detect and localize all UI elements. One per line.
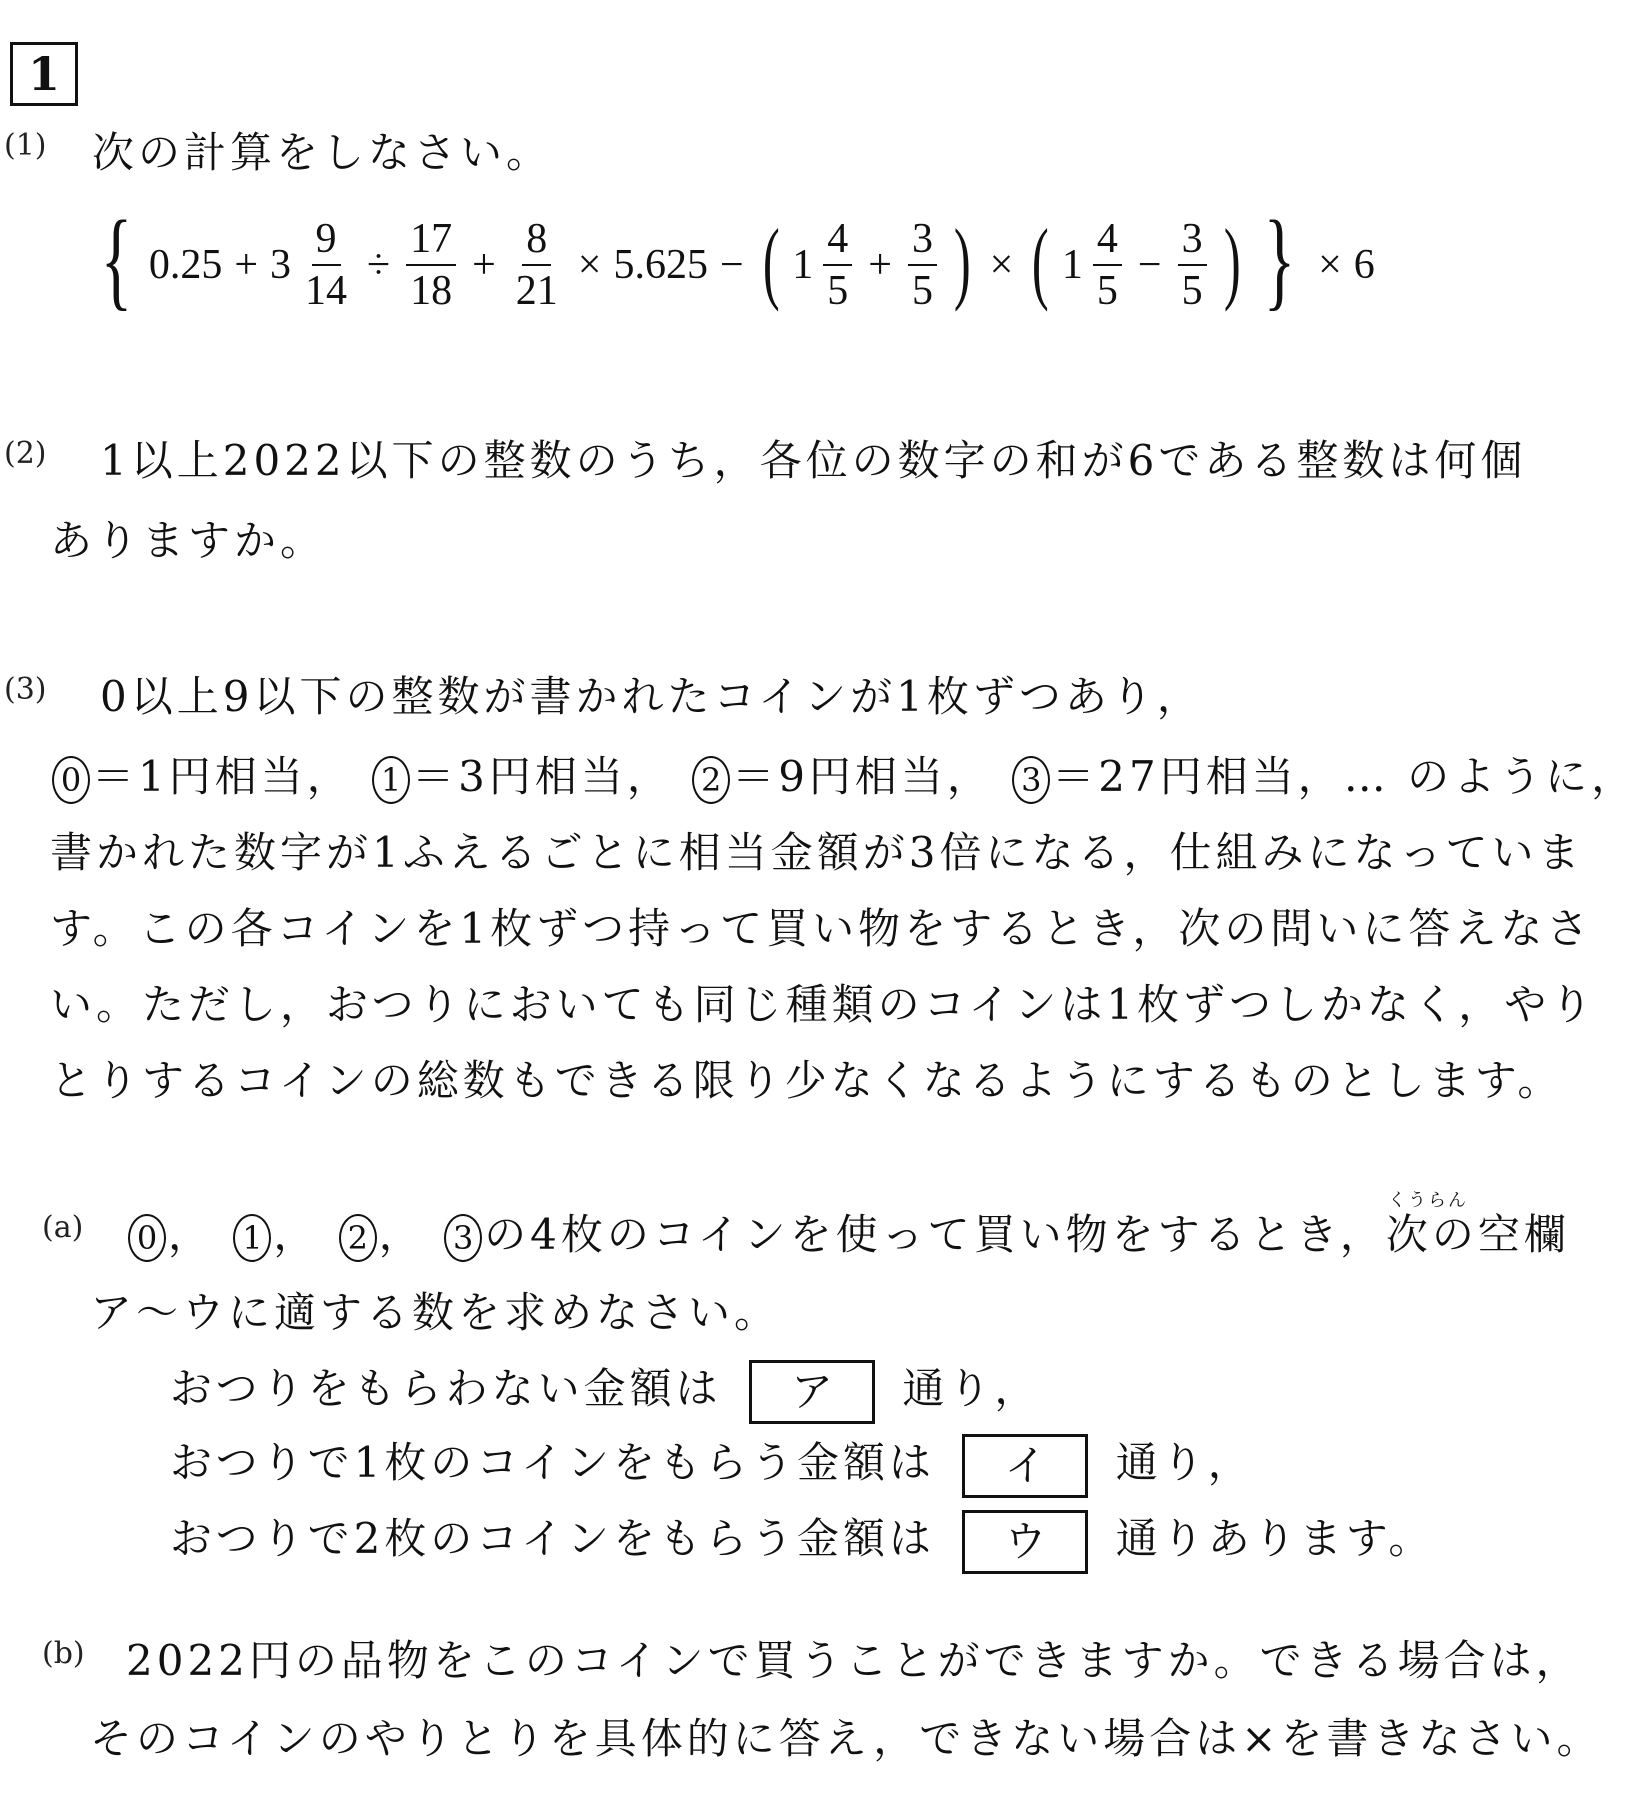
problem-number: 1 [27,47,60,101]
q2-line1: 1以上2022以下の整数のうち，各位の数字の和が6である整数は何個 [100,436,1527,485]
q1-text: 次の計算をしなさい。 [92,128,553,177]
term-decimal: 5.625 [613,242,708,288]
q3-line1: 0以上9以下の整数が書かれたコインが1枚ずつあり， [100,672,1203,721]
fraction-3 [512,214,562,316]
q3-label: (3) [4,672,47,707]
fraction-1 [301,214,351,316]
coin-2-icon: 2 [339,1214,377,1262]
fraction-5-den: 5 [911,268,933,314]
fraction-2 [406,214,456,316]
q1-formula [90,198,1375,320]
q2-line2: ありますか。 [50,516,327,565]
coin-0-icon: 0 [128,1214,166,1262]
coin-2-icon: 2 [692,756,730,804]
whole-3: 1 [1061,242,1083,288]
left-paren-1: ( [762,210,780,312]
q3-eq2: ＝3円相当， [412,752,673,801]
op-minus-2: − [1137,242,1162,288]
whole-1: 3 [270,242,291,288]
fraction-1-num: 9 [312,214,341,266]
fraction-3-den: 21 [515,268,558,314]
term-six: 6 [1353,242,1375,288]
q3a-row-u-post: 通りあります。 [1115,1514,1435,1563]
left-paren-2: ( [1032,210,1050,312]
coin-3-icon: 3 [1012,756,1050,804]
op-minus: − [719,242,744,288]
term-a: 0.25 [148,242,223,288]
fraction-4 [823,214,852,316]
answer-box-i: イ [962,1434,1088,1498]
right-brace: } [1263,198,1296,320]
q3-line5: い。ただし，おつりにおいても同じ種類のコインは1枚ずつしかなく，やり [50,980,1597,1029]
q3a-row-i-pre: おつりで1枚のコインをもらう金額は [170,1438,936,1487]
whole-2: 1 [792,242,814,288]
coin-1-icon: 1 [372,756,410,804]
q3a-row-i [170,1430,1254,1498]
q3a-row-u [170,1506,1434,1574]
q3-line4: す。この各コインを1枚ずつ持って買い物をするとき，次の問いに答えなさ [50,904,1593,953]
right-paren-1: ) [953,210,971,312]
fraction-7-num: 3 [1178,214,1207,266]
q3a-row-a-post: 通り， [902,1364,1041,1413]
left-brace: { [100,198,133,320]
answer-box-u: ウ [962,1510,1088,1574]
fraction-4-num: 4 [823,214,852,266]
sep: ， [168,1210,215,1259]
fraction-7-den: 5 [1181,268,1203,314]
answer-box-a: ア [749,1360,875,1424]
q3b-line1: 2022円の品物をこのコインで買うことができますか。できる場合は， [126,1636,1582,1685]
fraction-6 [1093,214,1122,316]
op-plus-2: + [472,242,496,288]
fraction-1-den: 14 [305,268,347,314]
fraction-6-den: 5 [1096,268,1118,314]
op-times-3: × [1318,242,1342,288]
fraction-3-num: 8 [522,214,551,266]
q3a-ruby: くうらん [1388,1190,1468,1211]
q3-eq1: ＝1円相当， [92,752,353,801]
q3a-row-u-pre: おつりで2枚のコインをもらう金額は [170,1514,936,1563]
q3-coin-line [50,744,1637,804]
q3-eq3: ＝9円相当， [732,752,993,801]
q3a-row-a-pre: おつりをもらわない金額は [170,1364,722,1413]
fraction-6-num: 4 [1093,214,1122,266]
fraction-2-num: 17 [406,214,456,266]
coin-3-icon: 3 [444,1214,482,1262]
sep: ， [378,1210,425,1259]
op-times-2: × [989,242,1014,288]
q3a-line2: ア～ウに適する数を求めなさい。 [90,1288,781,1337]
fraction-5-num: 3 [908,214,937,266]
q3a-line1 [126,1202,1570,1262]
sep: ， [273,1210,320,1259]
q3-line6: とりするコインの総数もできる限り少なくなるようにするものとします。 [50,1056,1564,1105]
op-plus: + [234,242,258,288]
right-paren-2: ) [1223,210,1241,312]
q3a-label: (a) [42,1210,84,1245]
q3a-line1-tail: の4枚のコインを使って買い物をするとき，次の空欄 [484,1210,1570,1259]
op-times: × [577,242,602,288]
coin-0-icon: 0 [52,756,90,804]
fraction-2-den: 18 [410,268,453,314]
op-div: ÷ [367,242,391,288]
fraction-5 [908,214,937,316]
problem-number-box [10,42,78,106]
q3-line3: 書かれた数字が1ふえるごとに相当金額が3倍になる，仕組みになっていま [50,828,1584,877]
fraction-7 [1178,214,1207,316]
coin-1-icon: 1 [233,1214,271,1262]
q1-label: (1) [4,128,47,163]
q3-eq4: ＝27円相当，… のように， [1052,752,1637,801]
q2-label: (2) [4,436,47,471]
fraction-4-den: 5 [827,268,849,314]
q3a-row-a [170,1356,1040,1424]
q3b-label: (b) [42,1636,85,1671]
op-plus-3: + [868,242,892,288]
q3a-row-i-post: 通り， [1115,1438,1254,1487]
q3b-line2: そのコインのやりとりを具体的に答え，できない場合は×を書きなさい。 [90,1714,1603,1763]
